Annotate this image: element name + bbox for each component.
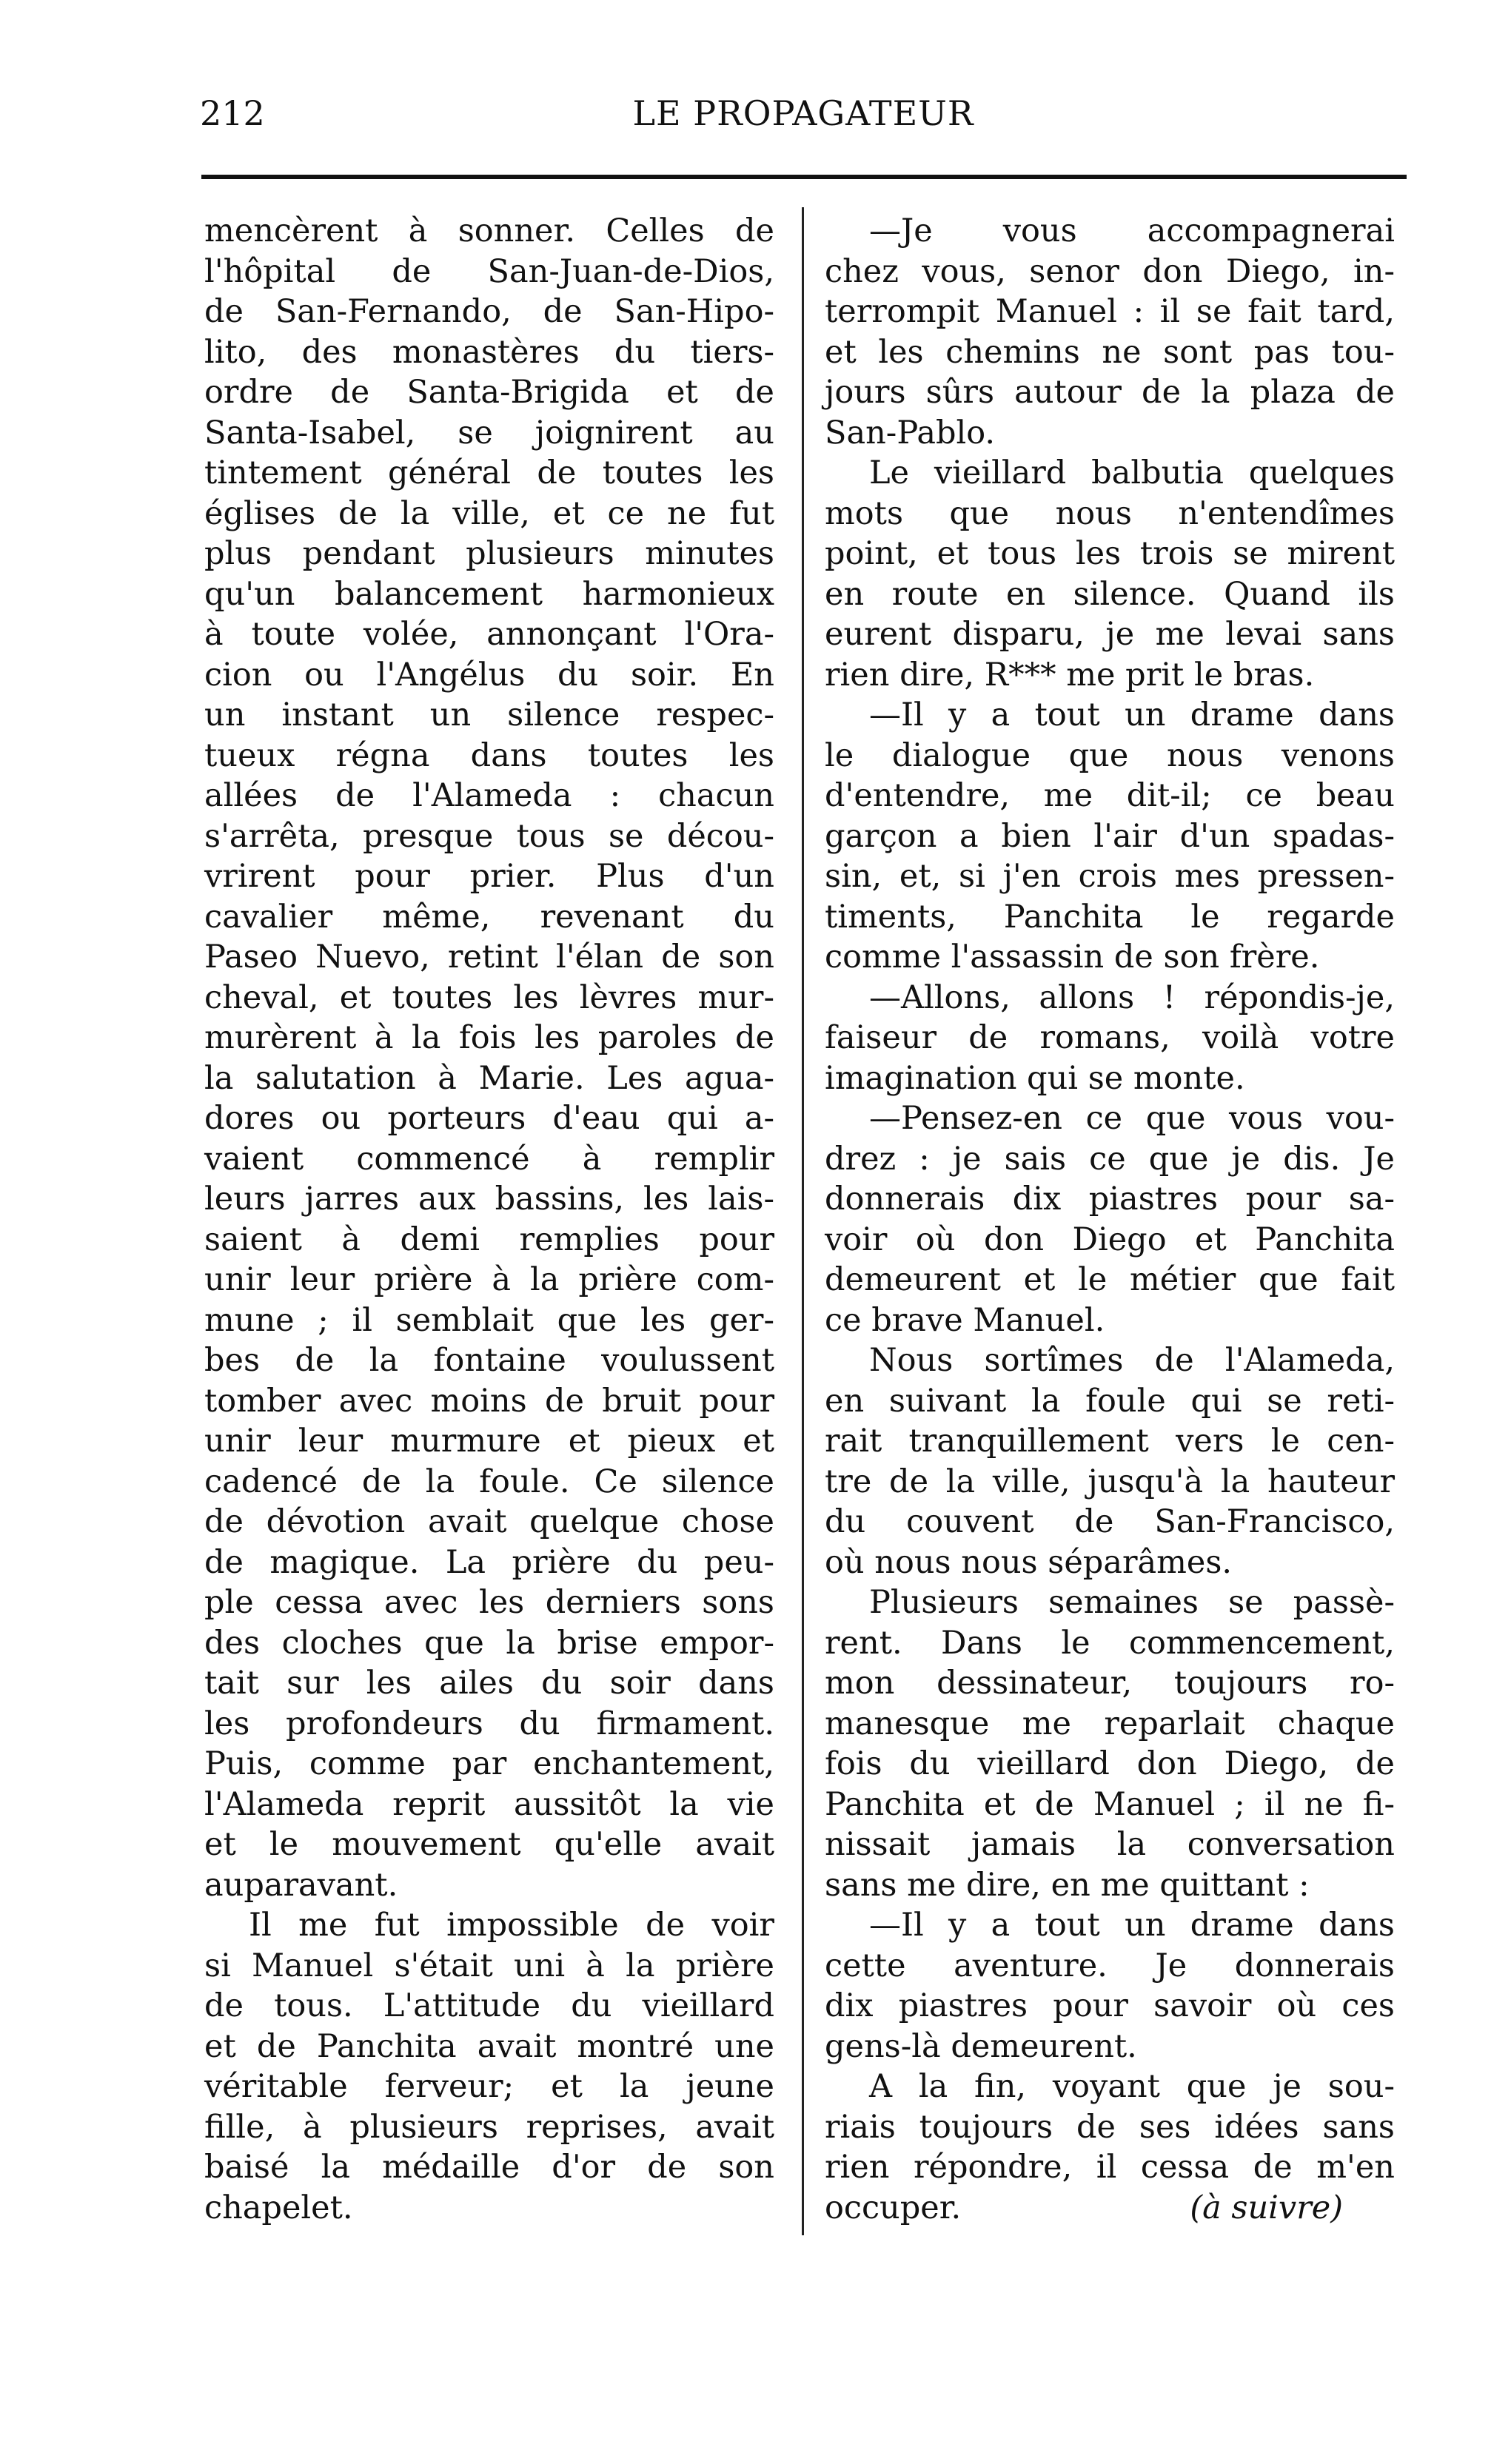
text-line: rait tranquillement vers le cen-: [825, 1423, 1395, 1460]
text-line: de dévotion avait quelque chose: [204, 1503, 774, 1540]
text-line: tomber avec moins de bruit pour: [204, 1382, 774, 1420]
text-line: chez vous, senor don Diego, in-: [825, 252, 1395, 290]
text-line: tintement général de toutes les: [204, 454, 774, 491]
text-line: plus pendant plusieurs minutes: [204, 535, 774, 572]
text-line: unir leur murmure et pieux et: [204, 1423, 774, 1460]
text-line: l'hôpital de San-Juan-de-Dios,: [204, 252, 774, 290]
text-line: rien dire, R*** me prit le bras.: [825, 656, 1315, 694]
text-line: de tous. L'attitude du vieillard: [204, 1987, 774, 2024]
text-line: mencèrent à sonner. Celles de: [204, 212, 774, 249]
text-line: —Il y a tout un drame dans: [869, 1907, 1395, 1944]
text-line: chapelet.: [204, 2189, 353, 2226]
text-line: Santa-Isabel, se joignirent au: [204, 414, 774, 451]
page-header: [200, 87, 1407, 139]
text-line: des cloches que la brise empor-: [204, 1624, 774, 1662]
text-line: lito, des monastères du tiers-: [204, 333, 774, 371]
right-column-lines: [825, 211, 1395, 2188]
text-line: à toute volée, annonçant l'Ora-: [204, 616, 774, 653]
text-line: rien répondre, il cessa de m'en: [825, 2149, 1395, 2186]
text-line: et le mouvement qu'elle avait: [204, 1826, 774, 1863]
text-line: cheval, et toutes les lèvres mur-: [204, 978, 774, 1016]
text-line: nissait jamais la conversation: [825, 1826, 1395, 1863]
text-line: la salutation à Marie. Les agua-: [204, 1059, 774, 1097]
text-line: l'Alameda reprit aussitôt la vie: [204, 1785, 774, 1823]
text-line: qu'un balancement harmonieux: [204, 575, 774, 613]
text-line: A la fin, voyant que je sou-: [869, 2068, 1395, 2105]
text-line: dix piastres pour savoir où ces: [825, 1987, 1395, 2024]
text-line: San-Pablo.: [825, 414, 996, 451]
text-line: les profondeurs du firmament.: [204, 1705, 774, 1742]
text-line: ordre de Santa-Brigida et de: [204, 374, 774, 411]
text-line: églises de la ville, et ce ne fut: [204, 494, 774, 532]
text-line: allées de l'Alameda : chacun: [204, 777, 774, 814]
text-line: cion ou l'Angélus du soir. En: [204, 656, 774, 694]
text-line: fille, à plusieurs reprises, avait: [204, 2108, 774, 2146]
page-number: 212: [200, 93, 265, 133]
text-line: ple cessa avec les derniers sons: [204, 1584, 774, 1621]
text-line: véritable ferveur; et la jeune: [204, 2068, 774, 2105]
text-line: unir leur prière à la prière com-: [204, 1261, 774, 1298]
text-line: drez : je sais ce que je dis. Je: [825, 1140, 1395, 1178]
text-line: point, et tous les trois se mirent: [825, 535, 1395, 572]
text-line: faiseur de romans, voilà votre: [825, 1019, 1395, 1056]
text-line: donnerais dix piastres pour sa-: [825, 1181, 1395, 1218]
text-line: où nous nous séparâmes.: [825, 1543, 1233, 1581]
text-line: Plusieurs semaines se passè-: [869, 1584, 1395, 1621]
text-line: sans me dire, en me quittant :: [825, 1866, 1310, 1904]
text-line: sin, et, si j'en crois mes pressen-: [825, 858, 1395, 895]
text-line: tre de la ville, jusqu'à la hauteur: [825, 1463, 1395, 1500]
text-line: rent. Dans le commencement,: [825, 1624, 1395, 1662]
text-line: d'entendre, me dit-il; ce beau: [825, 777, 1395, 814]
text-line: cette aventure. Je donnerais: [825, 1947, 1395, 1984]
closing-text: occuper.: [825, 2189, 962, 2226]
text-line: et de Panchita avait montré une: [204, 2027, 774, 2065]
text-line: vaient commencé à remplir: [204, 1140, 774, 1178]
sign-off-line: [825, 2188, 1395, 2229]
text-line: tait sur les ailes du soir dans: [204, 1665, 774, 1702]
text-line: leurs jarres aux bassins, les lais-: [204, 1181, 774, 1218]
text-line: Il me fut impossible de voir: [249, 1907, 774, 1944]
running-title: LE PROPAGATEUR: [632, 93, 974, 133]
text-line: timents, Panchita le regarde: [825, 898, 1395, 936]
text-line: —Je vous accompagnerai: [869, 212, 1395, 249]
text-line: et les chemins ne sont pas tou-: [825, 333, 1395, 371]
text-line: garçon a bien l'air d'un spadas-: [825, 817, 1395, 855]
text-line: voir où don Diego et Panchita: [825, 1221, 1395, 1258]
text-line: le dialogue que nous venons: [825, 736, 1395, 774]
text-line: cadencé de la foule. Ce silence: [204, 1463, 774, 1500]
right-column: [825, 211, 1395, 2228]
text-line: en suivant la foule qui se reti-: [825, 1382, 1395, 1420]
text-line: mon dessinateur, toujours ro-: [825, 1665, 1395, 1702]
text-line: jours sûrs autour de la plaza de: [825, 374, 1395, 411]
text-line: —Allons, allons ! répondis-je,: [869, 978, 1395, 1016]
text-line: murèrent à la fois les paroles de: [204, 1019, 774, 1056]
text-line: mots que nous n'entendîmes: [825, 494, 1395, 532]
text-line: —Pensez-en ce que vous vou-: [869, 1100, 1395, 1137]
text-line: cavalier même, revenant du: [204, 898, 774, 936]
text-line: imagination qui se monte.: [825, 1059, 1245, 1097]
text-line: bes de la fontaine voulussent: [204, 1342, 774, 1379]
text-line: ce brave Manuel.: [825, 1301, 1105, 1339]
text-line: riais toujours de ses idées sans: [825, 2108, 1395, 2146]
continuation-note: (à suivre): [1190, 2189, 1343, 2226]
text-line: Le vieillard balbutia quelques: [869, 454, 1395, 491]
text-line: mune ; il semblait que les ger-: [204, 1301, 774, 1339]
text-line: Puis, comme par enchantement,: [204, 1745, 774, 1782]
text-line: en route en silence. Quand ils: [825, 575, 1395, 613]
text-line: terrompit Manuel : il se fait tard,: [825, 293, 1395, 330]
text-line: vrirent pour prier. Plus d'un: [204, 858, 774, 895]
text-line: dores ou porteurs d'eau qui a-: [204, 1100, 774, 1137]
text-line: manesque me reparlait chaque: [825, 1705, 1395, 1742]
text-line: demeurent et le métier que fait: [825, 1261, 1395, 1298]
text-line: Paseo Nuevo, retint l'élan de son: [204, 939, 774, 976]
text-line: gens-là demeurent.: [825, 2027, 1137, 2065]
text-line: —Il y a tout un drame dans: [869, 696, 1395, 734]
text-line: s'arrêta, presque tous se décou-: [204, 817, 774, 855]
left-column: [204, 211, 774, 2228]
text-line: Panchita et de Manuel ; il ne fi-: [825, 1785, 1395, 1823]
text-line: comme l'assassin de son frère.: [825, 939, 1320, 976]
text-line: du couvent de San-Francisco,: [825, 1503, 1395, 1540]
column-divider: [802, 207, 804, 2235]
header-rule: [201, 175, 1407, 179]
text-line: de San-Fernando, de San-Hipo-: [204, 293, 774, 330]
text-line: si Manuel s'était uni à la prière: [204, 1947, 774, 1984]
text-line: de magique. La prière du peu-: [204, 1543, 774, 1581]
text-line: tueux régna dans toutes les: [204, 736, 774, 774]
text-line: auparavant.: [204, 1866, 398, 1904]
text-line: un instant un silence respec-: [204, 696, 774, 734]
text-line: saient à demi remplies pour: [204, 1221, 774, 1258]
text-line: baisé la médaille d'or de son: [204, 2149, 774, 2186]
text-line: eurent disparu, je me levai sans: [825, 616, 1395, 653]
text-line: fois du vieillard don Diego, de: [825, 1745, 1395, 1782]
text-line: Nous sortîmes de l'Alameda,: [869, 1342, 1395, 1379]
